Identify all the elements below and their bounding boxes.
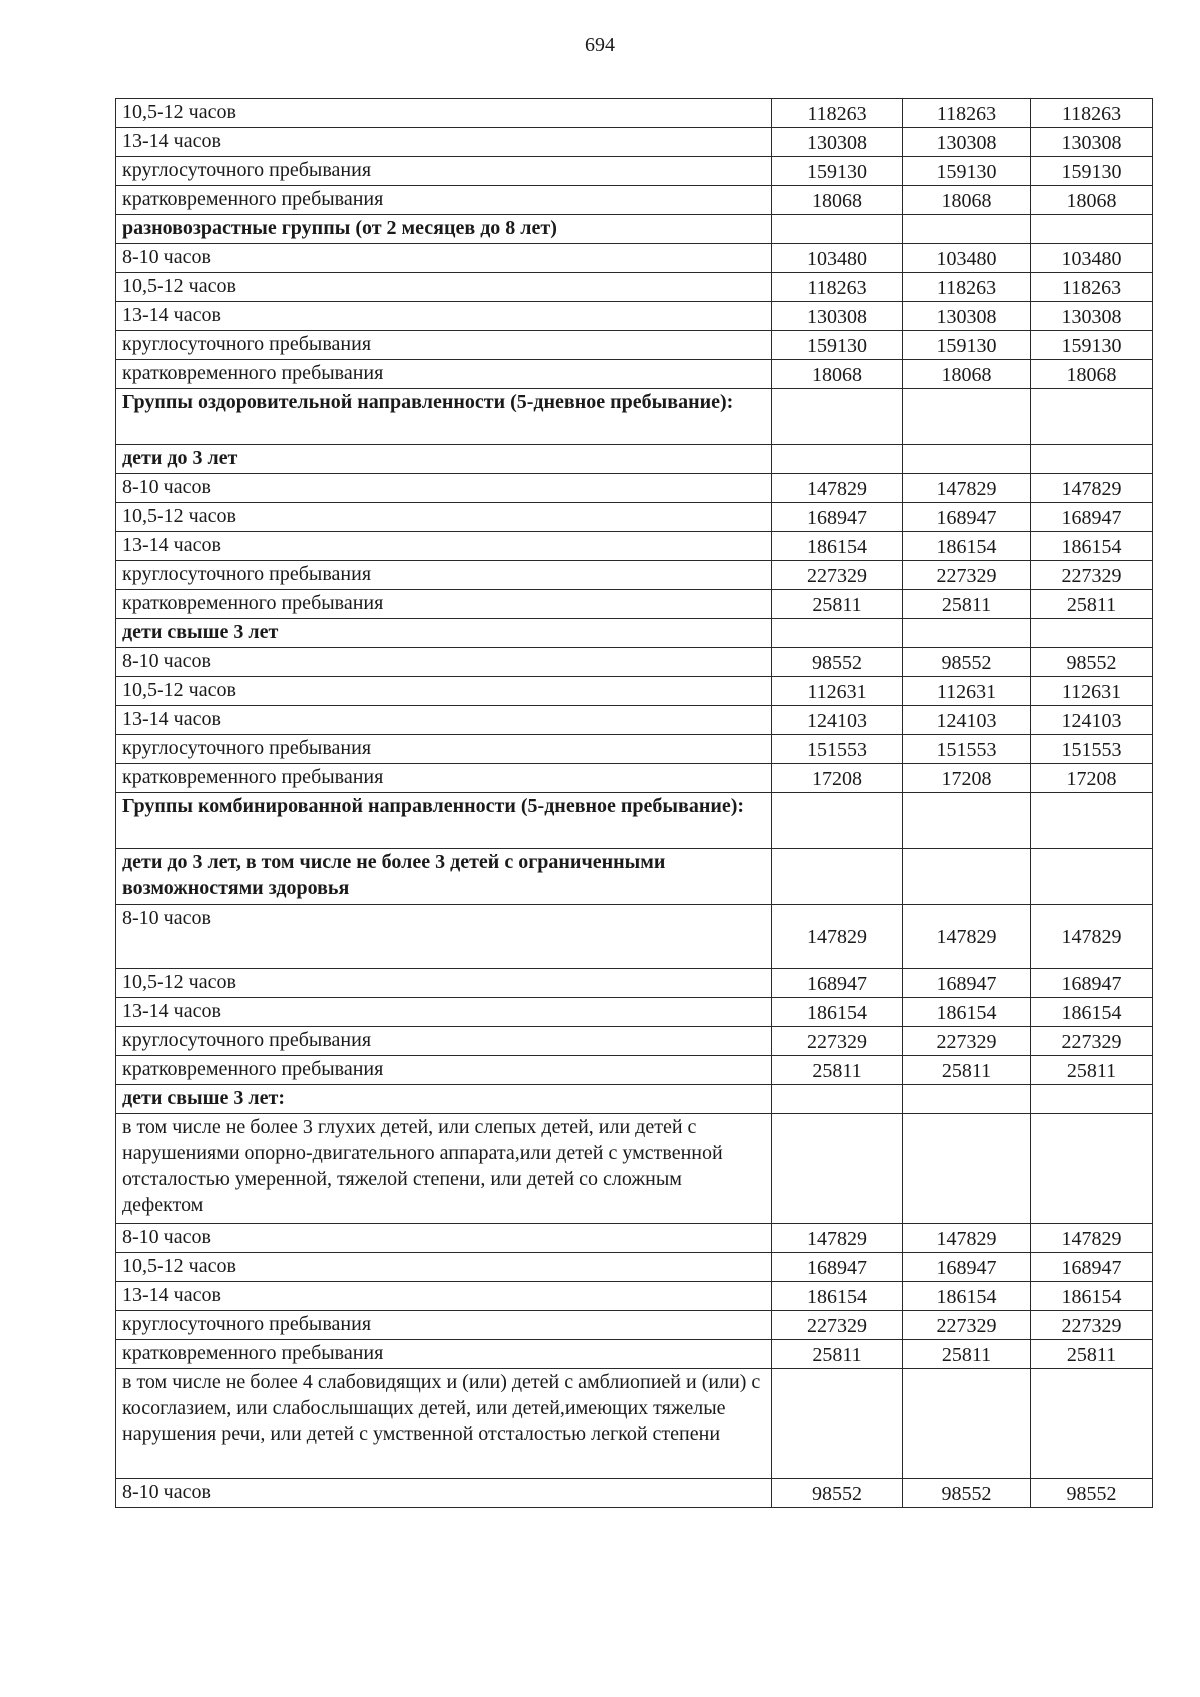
value-cell-1: 124103: [772, 706, 903, 735]
value-cell-1: 18068: [772, 360, 903, 389]
value-cell-1: [772, 445, 903, 474]
value-cell-1: 159130: [772, 157, 903, 186]
table-row: [116, 998, 1153, 1027]
value-cell-2: [903, 389, 1031, 445]
value-cell-1: 103480: [772, 244, 903, 273]
row-label-cell: 8-10 часов: [116, 1479, 772, 1508]
value-cell-3: 118263: [1031, 99, 1153, 128]
value-cell-3: [1031, 1114, 1153, 1224]
page-number: 694: [585, 34, 615, 56]
section-heading-cell: Группы комбинированной направленности (5-дневное пребывание):: [116, 793, 772, 849]
value-cell-2: 98552: [903, 648, 1031, 677]
value-cell-3: 130308: [1031, 302, 1153, 331]
table-row: [116, 706, 1153, 735]
row-label-cell: 13-14 часов: [116, 1282, 772, 1311]
value-cell-2: 186154: [903, 998, 1031, 1027]
value-cell-3: 168947: [1031, 969, 1153, 998]
table-row: [116, 735, 1153, 764]
row-label-cell: кратковременного пребывания: [116, 590, 772, 619]
table-row: [116, 677, 1153, 706]
table-row: [116, 1369, 1153, 1479]
row-label-cell: кратковременного пребывания: [116, 1340, 772, 1369]
value-cell-3: 118263: [1031, 273, 1153, 302]
table-row: [116, 793, 1153, 849]
row-label-cell: круглосуточного пребывания: [116, 157, 772, 186]
value-cell-1: 25811: [772, 1056, 903, 1085]
value-cell-1: 186154: [772, 998, 903, 1027]
section-heading-cell: разновозрастные группы (от 2 месяцев до 8 лет): [116, 215, 772, 244]
value-cell-3: 147829: [1031, 905, 1153, 969]
value-cell-1: 168947: [772, 503, 903, 532]
value-cell-2: 159130: [903, 331, 1031, 360]
value-cell-3: 159130: [1031, 157, 1153, 186]
row-label-cell: круглосуточного пребывания: [116, 735, 772, 764]
value-cell-3: 98552: [1031, 648, 1153, 677]
table-row: [116, 1056, 1153, 1085]
value-cell-2: 147829: [903, 1224, 1031, 1253]
value-cell-3: 186154: [1031, 532, 1153, 561]
row-label-cell: 13-14 часов: [116, 532, 772, 561]
table-row: [116, 389, 1153, 445]
value-cell-1: [772, 793, 903, 849]
value-cell-1: 118263: [772, 273, 903, 302]
value-cell-1: [772, 849, 903, 905]
value-cell-1: 147829: [772, 474, 903, 503]
table-row: [116, 1253, 1153, 1282]
value-cell-1: 98552: [772, 648, 903, 677]
section-heading-cell: дети до 3 лет: [116, 445, 772, 474]
row-label-cell: 10,5-12 часов: [116, 273, 772, 302]
table-row: [116, 561, 1153, 590]
table-row: [116, 503, 1153, 532]
value-cell-2: 130308: [903, 128, 1031, 157]
value-cell-1: [772, 619, 903, 648]
value-cell-2: 103480: [903, 244, 1031, 273]
value-cell-2: 151553: [903, 735, 1031, 764]
value-cell-1: [772, 1369, 903, 1479]
row-label-cell: 8-10 часов: [116, 905, 772, 969]
value-cell-1: [772, 215, 903, 244]
value-cell-1: 147829: [772, 1224, 903, 1253]
table-row: [116, 99, 1153, 128]
value-cell-2: [903, 1114, 1031, 1224]
value-cell-2: 159130: [903, 157, 1031, 186]
value-cell-1: 112631: [772, 677, 903, 706]
value-cell-1: 25811: [772, 590, 903, 619]
value-cell-1: 186154: [772, 532, 903, 561]
value-cell-3: [1031, 1369, 1153, 1479]
row-label-cell: 8-10 часов: [116, 648, 772, 677]
value-cell-2: 18068: [903, 360, 1031, 389]
value-cell-3: [1031, 849, 1153, 905]
row-label-cell: 13-14 часов: [116, 706, 772, 735]
value-cell-2: 147829: [903, 905, 1031, 969]
value-cell-3: 112631: [1031, 677, 1153, 706]
row-label-cell: кратковременного пребывания: [116, 764, 772, 793]
table-row: [116, 1282, 1153, 1311]
value-cell-1: 168947: [772, 969, 903, 998]
value-cell-2: 98552: [903, 1479, 1031, 1508]
row-label-cell: 13-14 часов: [116, 302, 772, 331]
value-cell-1: 25811: [772, 1340, 903, 1369]
table-row: [116, 302, 1153, 331]
row-label-cell: в том числе не более 3 глухих детей, или слепых детей, или детей с нарушениями опорно-двигательного аппарата,или детей с умственной отсталостью умеренной, тяжелой степени, или детей со сложным дефектом: [116, 1114, 772, 1224]
table-row: [116, 1479, 1153, 1508]
row-label-cell: 8-10 часов: [116, 1224, 772, 1253]
value-cell-2: 25811: [903, 590, 1031, 619]
table-row: [116, 474, 1153, 503]
row-label-cell: 10,5-12 часов: [116, 99, 772, 128]
value-cell-1: 159130: [772, 331, 903, 360]
value-cell-1: 227329: [772, 561, 903, 590]
value-cell-3: 168947: [1031, 503, 1153, 532]
value-cell-2: [903, 215, 1031, 244]
table-row: [116, 969, 1153, 998]
table-row: [116, 1027, 1153, 1056]
table-row: [116, 1311, 1153, 1340]
value-cell-2: 186154: [903, 532, 1031, 561]
value-cell-1: 130308: [772, 302, 903, 331]
table-row: [116, 619, 1153, 648]
table-row: [116, 905, 1153, 969]
section-heading-cell: дети до 3 лет, в том числе не более 3 детей с ограниченными возможностями здоровья: [116, 849, 772, 905]
value-cell-2: [903, 849, 1031, 905]
table-row: [116, 273, 1153, 302]
value-cell-3: 124103: [1031, 706, 1153, 735]
value-cell-2: 227329: [903, 1311, 1031, 1340]
value-cell-2: 124103: [903, 706, 1031, 735]
table-row: [116, 445, 1153, 474]
value-cell-2: [903, 445, 1031, 474]
value-cell-2: [903, 793, 1031, 849]
value-cell-1: 151553: [772, 735, 903, 764]
table-row: [116, 1085, 1153, 1114]
value-cell-3: 159130: [1031, 331, 1153, 360]
value-cell-3: [1031, 793, 1153, 849]
value-cell-2: 118263: [903, 99, 1031, 128]
table-row: [116, 128, 1153, 157]
value-cell-1: 98552: [772, 1479, 903, 1508]
value-cell-1: 227329: [772, 1311, 903, 1340]
value-cell-3: 147829: [1031, 474, 1153, 503]
value-cell-3: 18068: [1031, 360, 1153, 389]
value-cell-1: 130308: [772, 128, 903, 157]
row-label-cell: круглосуточного пребывания: [116, 561, 772, 590]
value-cell-2: [903, 1369, 1031, 1479]
value-cell-3: 227329: [1031, 1311, 1153, 1340]
row-label-cell: кратковременного пребывания: [116, 186, 772, 215]
row-label-cell: 10,5-12 часов: [116, 1253, 772, 1282]
section-heading-cell: Группы оздоровительной направленности (5-дневное пребывание):: [116, 389, 772, 445]
value-cell-3: [1031, 619, 1153, 648]
table-row: [116, 244, 1153, 273]
row-label-cell: 10,5-12 часов: [116, 677, 772, 706]
value-cell-2: 25811: [903, 1056, 1031, 1085]
value-cell-2: 17208: [903, 764, 1031, 793]
table-row: [116, 532, 1153, 561]
value-cell-2: 118263: [903, 273, 1031, 302]
value-cell-1: 18068: [772, 186, 903, 215]
row-label-cell: кратковременного пребывания: [116, 360, 772, 389]
row-label-cell: круглосуточного пребывания: [116, 331, 772, 360]
value-cell-2: 25811: [903, 1340, 1031, 1369]
table-row: [116, 1340, 1153, 1369]
table-row: [116, 215, 1153, 244]
row-label-cell: 13-14 часов: [116, 998, 772, 1027]
table-row: [116, 1114, 1153, 1224]
row-label-cell: 10,5-12 часов: [116, 503, 772, 532]
value-cell-3: 17208: [1031, 764, 1153, 793]
value-cell-2: 130308: [903, 302, 1031, 331]
value-cell-3: 25811: [1031, 590, 1153, 619]
value-cell-2: 112631: [903, 677, 1031, 706]
value-cell-3: 25811: [1031, 1056, 1153, 1085]
value-cell-1: 227329: [772, 1027, 903, 1056]
value-cell-2: [903, 1085, 1031, 1114]
value-cell-3: [1031, 445, 1153, 474]
value-cell-3: 103480: [1031, 244, 1153, 273]
value-cell-3: 227329: [1031, 1027, 1153, 1056]
row-label-cell: кратковременного пребывания: [116, 1056, 772, 1085]
table-row: [116, 360, 1153, 389]
table-row: [116, 849, 1153, 905]
value-cell-3: 186154: [1031, 998, 1153, 1027]
value-cell-3: 227329: [1031, 561, 1153, 590]
table-row: [116, 590, 1153, 619]
value-cell-2: 18068: [903, 186, 1031, 215]
value-cell-3: [1031, 215, 1153, 244]
table-body: [116, 99, 1153, 1508]
value-cell-2: 186154: [903, 1282, 1031, 1311]
table-row: [116, 648, 1153, 677]
row-label-cell: 10,5-12 часов: [116, 969, 772, 998]
value-cell-2: 168947: [903, 969, 1031, 998]
value-cell-3: [1031, 1085, 1153, 1114]
row-label-cell: 13-14 часов: [116, 128, 772, 157]
value-cell-3: 168947: [1031, 1253, 1153, 1282]
value-cell-3: [1031, 389, 1153, 445]
value-cell-3: 151553: [1031, 735, 1153, 764]
value-cell-1: 147829: [772, 905, 903, 969]
row-label-cell: в том числе не более 4 слабовидящих и (или) детей с амблиопией и (или) с косоглазием, или слабослышащих детей, или детей,имеющих тяжелые нарушения речи, или детей с умственной отсталостью легкой степени: [116, 1369, 772, 1479]
value-cell-1: 118263: [772, 99, 903, 128]
section-heading-cell: дети свыше 3 лет:: [116, 1085, 772, 1114]
value-cell-3: 186154: [1031, 1282, 1153, 1311]
value-cell-2: 147829: [903, 474, 1031, 503]
table-row: [116, 764, 1153, 793]
value-cell-2: 227329: [903, 1027, 1031, 1056]
row-label-cell: круглосуточного пребывания: [116, 1311, 772, 1340]
table-row: [116, 186, 1153, 215]
row-label-cell: 8-10 часов: [116, 244, 772, 273]
table-row: [116, 157, 1153, 186]
value-cell-1: 186154: [772, 1282, 903, 1311]
value-cell-2: 168947: [903, 1253, 1031, 1282]
row-label-cell: 8-10 часов: [116, 474, 772, 503]
value-cell-3: 130308: [1031, 128, 1153, 157]
value-cell-3: 18068: [1031, 186, 1153, 215]
value-cell-1: [772, 389, 903, 445]
value-cell-3: 98552: [1031, 1479, 1153, 1508]
value-cell-3: 147829: [1031, 1224, 1153, 1253]
tariff-table: [115, 98, 1153, 1508]
value-cell-1: [772, 1085, 903, 1114]
value-cell-3: 25811: [1031, 1340, 1153, 1369]
value-cell-2: 168947: [903, 503, 1031, 532]
row-label-cell: круглосуточного пребывания: [116, 1027, 772, 1056]
table-row: [116, 1224, 1153, 1253]
value-cell-1: [772, 1114, 903, 1224]
value-cell-1: 168947: [772, 1253, 903, 1282]
value-cell-2: [903, 619, 1031, 648]
value-cell-2: 227329: [903, 561, 1031, 590]
table-row: [116, 331, 1153, 360]
section-heading-cell: дети свыше 3 лет: [116, 619, 772, 648]
value-cell-1: 17208: [772, 764, 903, 793]
